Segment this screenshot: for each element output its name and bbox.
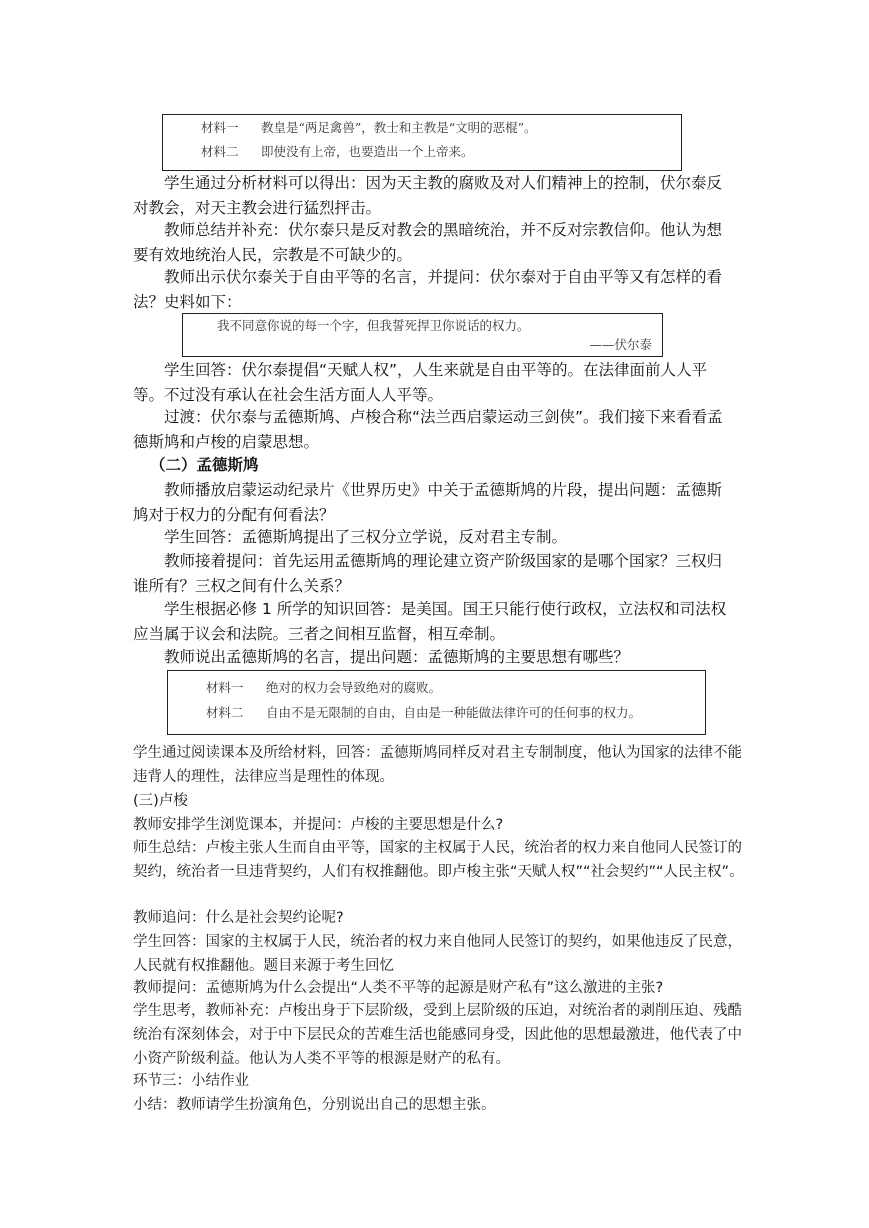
paragraph: 过渡：伏尔泰与孟德斯鸠、卢梭合称“法兰西启蒙运动三剑侠”。我们接下来看看孟德斯鸠和卢梭的启蒙思想。 [133,408,723,451]
paragraph: 学生通过阅读课本及所给材料，回答：孟德斯鸠同样反对君主专制制度，他认为国家的法律不能违背人的理性，法律应当是理性的体现。 [133,745,742,785]
paragraph: 师生总结：卢梭主张人生而自由平等，国家的主权属于人民，统治者的权力来自他同人民签订的契约，统治者一旦违背契约，人们有权推翻他。即卢梭主张“天赋人权”“社会契约”“人民主权”。 [133,840,744,880]
material-text: 绝对的权力会导致绝对的腐败。 [266,680,442,695]
paragraph: 学生思考，教师补充：卢梭出身于下层阶级，受到上层阶级的压迫，对统治者的剥削压迫、残酷统治有深刻体会，对于中下层民众的苦难生活也能感同身受，因此他的思想最激进，他代表了中小资产阶级利益。他认为人类不平等的根源是财产的私有。 [133,1003,742,1067]
material-line-2 [206,703,641,721]
material-label: 材料一 [201,120,239,135]
quote-text: 我不同意你说的每一个字，但我誓死捍卫你说话的权力。 [217,318,530,333]
paragraph: 教师提问：孟德斯鸠为什么会提出“人类不平等的起源是财产私有”这么激进的主张? [133,980,664,996]
material-text: 自由不是无限制的自由，自由是一种能做法律许可的任何事的权力。 [266,705,642,720]
paragraph: 学生回答：孟德斯鸠提出了三权分立学说，反对君主专制。 [164,528,568,546]
material-box-voltaire [162,114,682,171]
quote-author: ——伏尔泰 [589,337,652,352]
material-label: 材料二 [206,705,244,720]
material-line-1 [201,118,537,136]
paragraph: 教师总结并补充：伏尔泰只是反对教会的黑暗统治，并不反对宗教信仰。他认为想要有效地统治人民，宗教是不可缺少的。 [133,221,723,264]
paragraph: 教师追问：什么是社会契约论呢? [133,910,344,926]
quote-box-voltaire [182,313,663,357]
paragraph: 环节三：小结作业 [133,1073,249,1089]
section-heading-montesquieu: （二）孟德斯鸠 [150,456,259,474]
material-text: 教皇是“两足禽兽”，教士和主教是“文明的恶棍”。 [261,120,537,135]
paragraph: 教师安排学生浏览课本，并提问：卢梭的主要思想是什么? [133,817,504,833]
material-label: 材料一 [206,680,244,695]
material-text: 即使没有上帝，也要造出一个上帝来。 [261,144,474,159]
material-line-1 [206,678,441,696]
paragraph: 小结：教师请学生扮演角色，分别说出自己的思想主张。 [133,1097,496,1113]
section-heading-rousseau: (三)卢梭 [133,793,188,809]
paragraph: 学生回答：国家的主权属于人民，统治者的权力来自他同人民签订的契约，如果他违反了民意，人民就有权推翻他。题目来源于考生回忆 [133,934,742,974]
paragraph: 教师接着提问：首先运用孟德斯鸠的理论建立资产阶级国家的是哪个国家？三权归谁所有？三权之间有什么关系？ [133,552,723,595]
material-box-montesquieu [167,670,706,735]
paragraph: 学生通过分析材料可以得出：因为天主教的腐败及对人们精神上的控制，伏尔泰反对教会，对天主教会进行猛烈抨击。 [133,174,723,217]
paragraph: 学生根据必修 1 所学的知识回答：是美国。国王只能行使行政权，立法权和司法权应当属于议会和法院。三者之间相互监督，相互牵制。 [133,600,727,643]
material-label: 材料二 [201,144,239,159]
paragraph: 教师说出孟德斯鸠的名言，提出问题：孟德斯鸠的主要思想有哪些？ [164,648,630,666]
paragraph: 教师出示伏尔泰关于自由平等的名言，并提问：伏尔泰对于自由平等又有怎样的看法？史料如下： [133,268,723,311]
paragraph: 教师播放启蒙运动纪录片《世界历史》中关于孟德斯鸠的片段，提出问题：孟德斯鸠对于权力的分配有何看法？ [133,481,723,524]
paragraph: 学生回答：伏尔泰提倡“天赋人权”，人生来就是自由平等的。在法律面前人人平等。不过没有承认在社会生活方面人人平等。 [133,361,708,404]
material-line-2 [201,142,474,160]
